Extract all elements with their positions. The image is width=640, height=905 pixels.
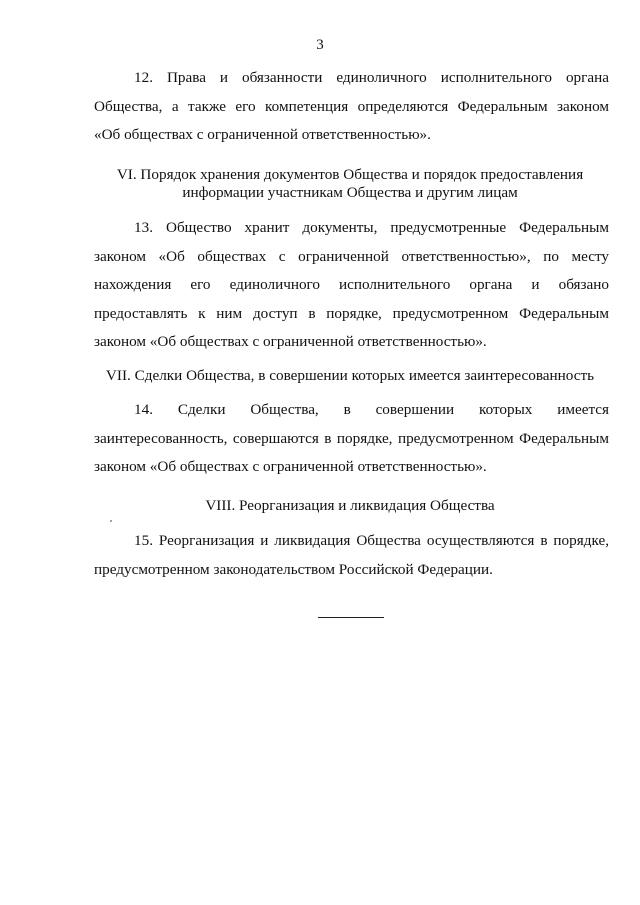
paragraph-line: законом «Об обществах с ограниченной ответственностью». (94, 333, 487, 350)
paragraph-item-13 (94, 214, 609, 357)
section-heading-viii (60, 497, 640, 515)
paragraph-line: нахождения его единоличного исполнительного органа и обязано (94, 276, 609, 293)
paragraph-item-15 (94, 527, 609, 584)
section-heading-line: VII. Сделки Общества, в совершении которых имеется заинтересованность (105, 367, 595, 384)
paragraph-line: Общества, а также его компетенция определяются Федеральным законом (94, 97, 609, 115)
end-separator-line (318, 617, 384, 618)
paragraph-line: 13. Общество хранит документы, предусмотренные Федеральным (134, 219, 609, 236)
paragraph-line: предусмотренном законодательством Российской Федерации. (94, 560, 493, 578)
section-heading-line: VIII. Реорганизация и ликвидация Общества (205, 497, 495, 514)
paragraph-line: 15. Реорганизация и ликвидация Общества осуществляются в порядке, (134, 532, 609, 549)
section-heading-line: VI. Порядок хранения документов Общества и порядок предоставления (116, 166, 584, 183)
scan-speck (110, 520, 112, 522)
paragraph-line: заинтересованность, совершаются в порядке, предусмотренном Федеральным (94, 429, 609, 447)
paragraph-line: предоставлять к ним доступ в порядке, предусмотренном Федеральным (94, 304, 609, 322)
paragraph-item-12 (94, 64, 609, 150)
section-heading-vi (60, 166, 640, 202)
section-heading-line: информации участникам Общества и другим лицам (182, 184, 518, 201)
paragraph-item-14 (94, 396, 609, 482)
paragraph-line: законом «Об обществах с ограниченной ответственностью», по месту (94, 247, 609, 265)
page-number: 3 (316, 37, 324, 53)
paragraph-line: «Об обществах с ограниченной ответственностью». (94, 126, 431, 143)
paragraph-line: законом «Об обществах с ограниченной ответственностью». (94, 458, 487, 475)
paragraph-line: 12. Права и обязанности единоличного исполнительного органа (134, 69, 609, 86)
section-heading-vii (60, 367, 640, 385)
paragraph-line: 14. Сделки Общества, в совершении которых имеется (134, 401, 609, 418)
